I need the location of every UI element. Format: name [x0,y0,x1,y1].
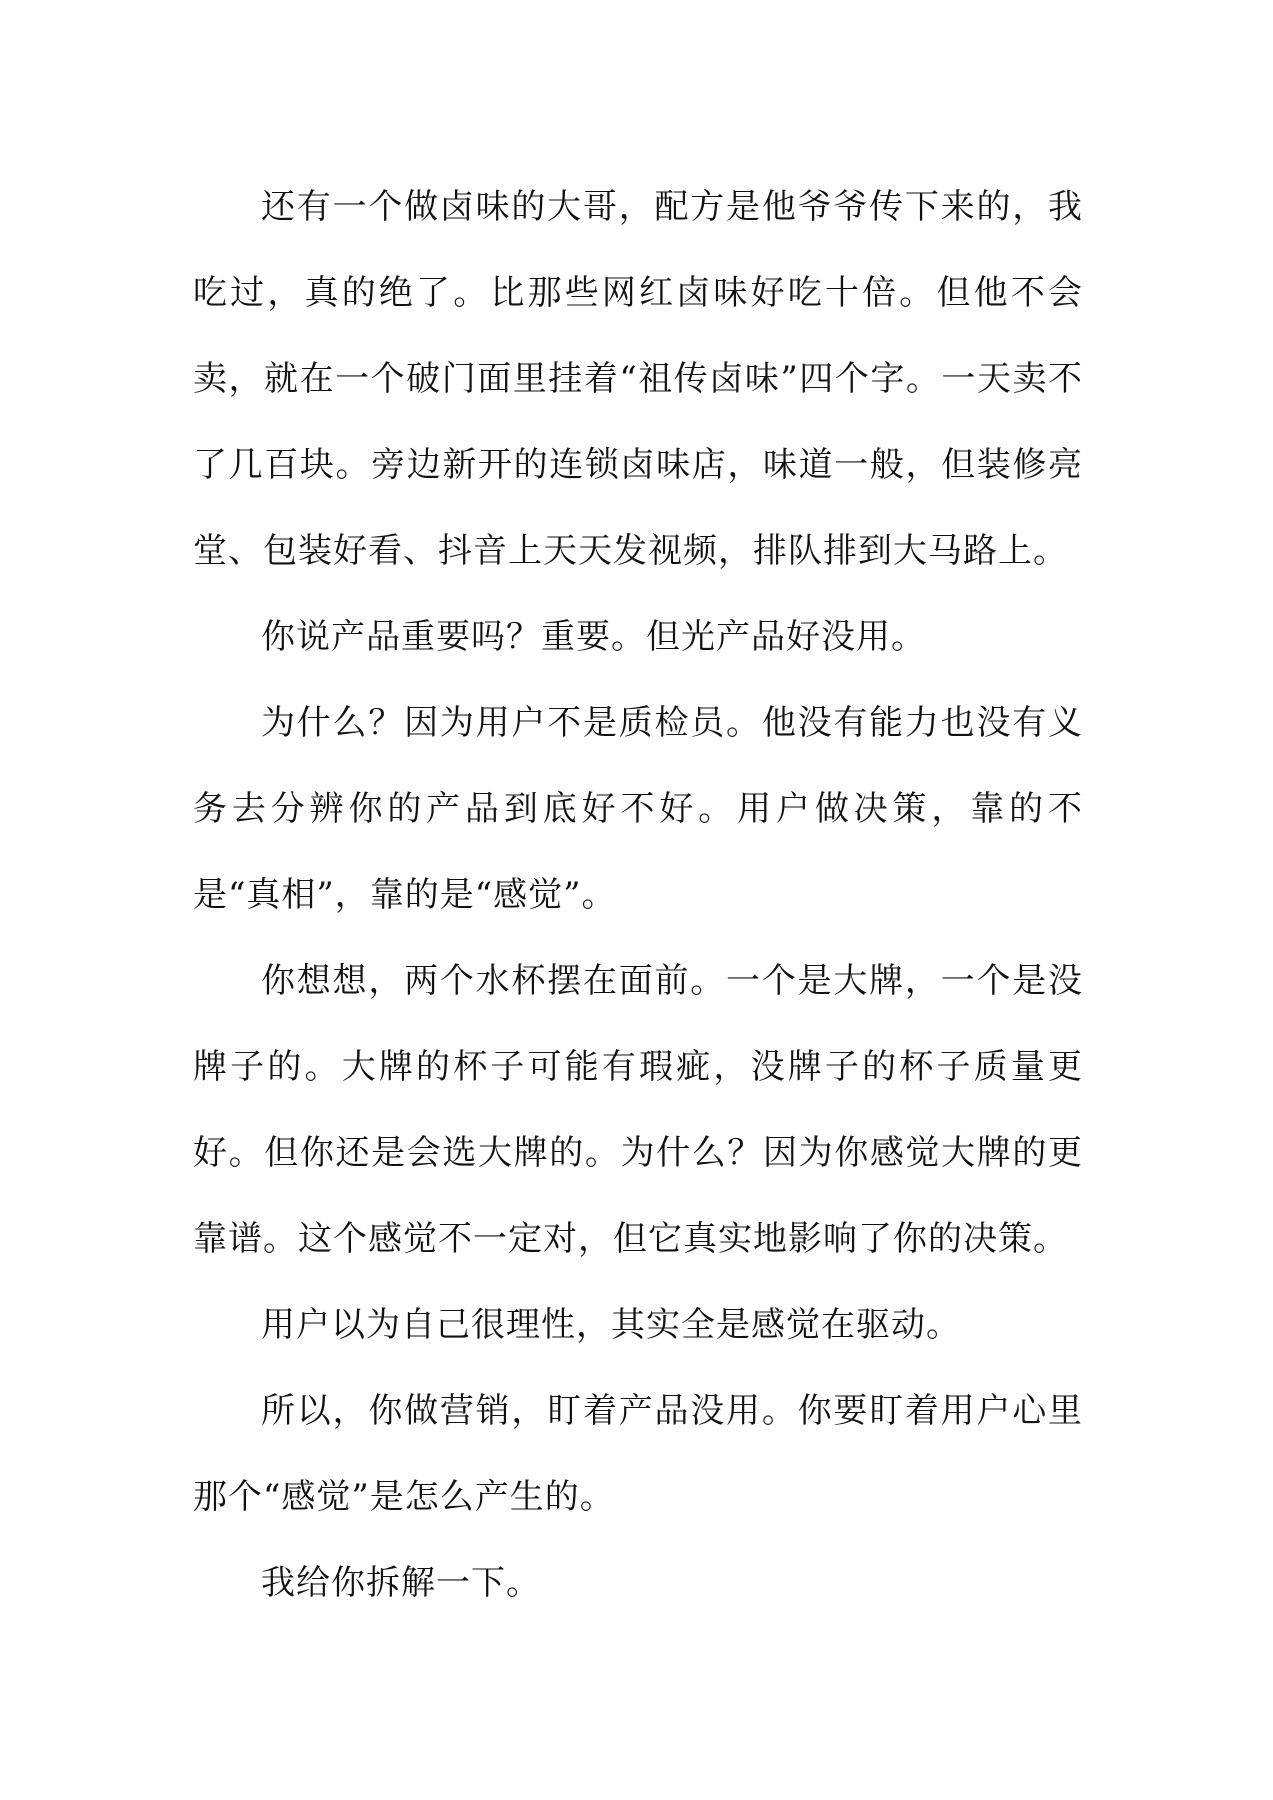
paragraph-7: 我给你拆解一下。 [261,1563,541,1603]
document-body [193,164,1083,1626]
paragraph-1: 还有一个做卤味的大哥，配方是他爷爷传下来的，我吃过，真的绝了。比那些网红卤味好吃十倍。但他不会卖，就在一个破门面里挂着“祖传卤味”四个字。一天卖不了几百块。旁边新开的连锁卤味店，味道一般，但装修亮堂、包装好看、抖音上天天发视频，排队排到大马路上。 [193,187,1083,571]
paragraph-2: 你说产品重要吗？重要。但光产品好没用。 [261,617,926,657]
paragraph-5: 用户以为自己很理性，其实全是感觉在驱动。 [261,1305,961,1345]
paragraph-4: 你想想，两个水杯摆在面前。一个是大牌，一个是没牌子的。大牌的杯子可能有瑕疵，没牌子的杯子质量更好。但你还是会选大牌的。为什么？因为你感觉大牌的更靠谱。这个感觉不一定对，但它真实地影响了你的决策。 [193,961,1083,1259]
paragraph-6: 所以，你做营销，盯着产品没用。你要盯着用户心里那个“感觉”是怎么产生的。 [193,1391,1083,1517]
paragraph-3: 为什么？因为用户不是质检员。他没有能力也没有义务去分辨你的产品到底好不好。用户做决策，靠的不是“真相”，靠的是“感觉”。 [193,703,1083,915]
